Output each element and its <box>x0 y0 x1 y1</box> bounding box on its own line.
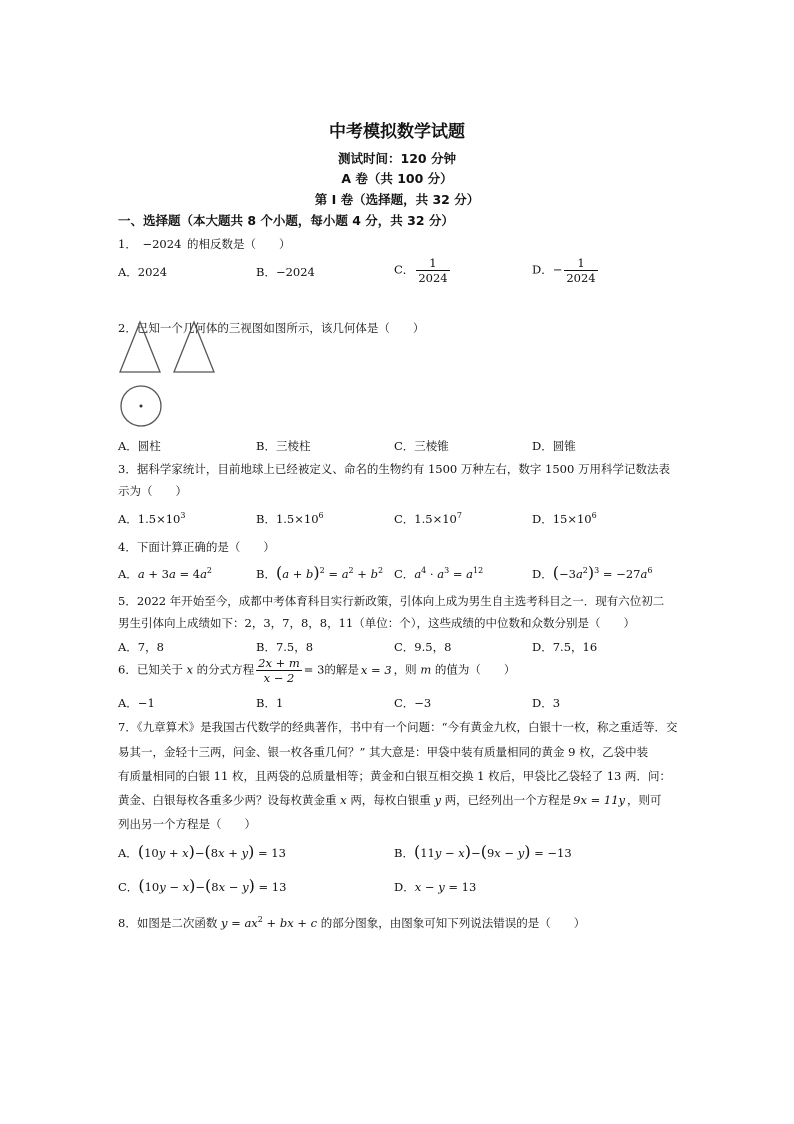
q3-line-1: 3．据科学家统计，目前地球上已经被定义、命名的生物约有 1500 万种左右，数字 1500 万用科学记数法表 <box>118 462 670 476</box>
q1-d-fraction <box>564 256 597 285</box>
q3-option-b[interactable] <box>256 511 324 527</box>
q8-post: 的部分图象，由图象可知下列说法错误的是（ ） <box>320 916 586 930</box>
q2-option-d[interactable]: D．圆锥 <box>532 439 576 453</box>
q1-text: 的相反数是（ ） <box>187 237 291 251</box>
q4-option-a[interactable]: A．$a + 3a = 4a^2$ <box>118 566 213 581</box>
question-4: 4．下面计算正确的是（ ） <box>118 540 275 554</box>
q7-option-a[interactable]: A．(10y + x)−(8x + y) = 13 <box>118 842 286 861</box>
q1-c-numerator: 1 <box>416 256 449 271</box>
q7-option-c[interactable]: C．(10y − x)−(8x − y) = 13 <box>118 876 287 895</box>
q3-a-exponent: 3 <box>180 511 186 521</box>
question-8: 8．如图是二次函数 $y = ax^2$ + bx + c 的部分图象，由图象可知下列说法错误的是（ ） <box>118 915 586 930</box>
q3-d-base: D．15×10 <box>532 512 592 526</box>
q7-line-3: 有质量相同的白银 11 枚，且两袋的总质量相等；黄金和白银互相交换 1 枚后，甲袋比乙袋轻了 13 两．问： <box>118 769 672 783</box>
q6-option-d[interactable]: D．3 <box>532 696 561 710</box>
q1-d-denominator: 2024 <box>566 271 596 285</box>
q1-c-fraction <box>416 256 449 285</box>
q7-c-label: C． <box>118 880 139 894</box>
q7-d-label: D． <box>394 880 415 894</box>
q5-line-2: 男生引体向上成绩如下：2，3，7，8，8，11（单位：个），这些成绩的中位数和众数分别是（ ） <box>118 616 635 630</box>
exam-time: 测试时间：120 分钟 <box>338 151 456 166</box>
q6-option-a[interactable]: A．−1 <box>118 696 155 710</box>
q7-b-label: B． <box>394 846 414 860</box>
q7-a-label: A． <box>118 846 138 860</box>
q1-option-a[interactable]: A．2024 <box>118 265 168 279</box>
q6-equals: = 3 <box>303 662 325 677</box>
q1-value: −2024 <box>142 237 182 251</box>
q4-a-label: A． <box>118 567 138 581</box>
q2-option-b[interactable]: B．三棱柱 <box>256 439 311 453</box>
q6-mid2: 的解是 <box>324 662 359 677</box>
q2-option-c[interactable]: C．三棱锥 <box>394 439 449 453</box>
side-view-triangle <box>174 322 214 372</box>
q7-line-2: 易其一，金轻十三两，问金、银一枚各重几何？” 其大意是：甲袋中装有质量相同的黄金 9 枚，乙袋中装 <box>118 745 649 759</box>
q5-line-1: 5．2022 年开始至今，成都中考体育科目实行新政策，引体向上成为男生自主选考科目之一．现有六位初二 <box>118 594 665 608</box>
three-view-figure <box>112 314 222 432</box>
q7-option-b[interactable]: B．(11y − x)−(9x − y) = −13 <box>394 842 572 861</box>
q7-line-5: 列出另一个方程是（ ） <box>118 817 256 831</box>
q7-line4-d: ，则可 <box>627 793 662 807</box>
paper-a-label: A 卷（共 100 分） <box>341 171 453 186</box>
q7-line4-c: 两，已经列出一个方程是 <box>444 793 572 807</box>
q3-b-base: B．1.5×10 <box>256 512 319 526</box>
q6-frac-denominator: x − 2 <box>263 671 295 685</box>
q7-option-d[interactable]: D．x − y = 13 <box>394 880 477 894</box>
q6-option-b[interactable]: B．1 <box>256 696 284 710</box>
q3-d-exponent: 6 <box>591 511 597 521</box>
q1-option-b[interactable]: B．−2024 <box>256 265 315 279</box>
q1-d-label: D．− <box>532 262 563 277</box>
top-view-center-dot <box>140 405 143 408</box>
q1-option-c[interactable] <box>394 256 452 285</box>
q7-line4-a: 黄金、白银每枚各重多少两？设每枚黄金重 <box>118 793 337 807</box>
q4-d-label: D． <box>532 567 553 581</box>
q4-option-c[interactable]: C．$a^4 \cdot a^3 = a^{12}$ <box>394 566 484 581</box>
q7-line4-b: 两，每枚白银重 <box>350 793 431 807</box>
q1-option-d[interactable] <box>532 256 600 285</box>
q1-d-numerator: 1 <box>564 256 597 271</box>
q4-c-label: C． <box>394 567 415 581</box>
exam-title: 中考模拟数学试题 <box>329 122 465 142</box>
q6-frac-numerator: 2x + m <box>258 656 300 670</box>
q3-option-d[interactable] <box>532 511 597 527</box>
q1-c-denominator: 2024 <box>418 271 448 285</box>
q3-line-2: 示为（ ） <box>118 484 187 498</box>
q4-option-d[interactable]: D．$(-3a^2)^3 = -27a^6$ <box>532 563 653 582</box>
q6-pre: 6．已知关于 <box>118 662 183 677</box>
q5-option-d[interactable]: D．7.5，16 <box>532 640 598 654</box>
part1-label: 第 I 卷（选择题，共 32 分） <box>314 192 480 207</box>
q6-post: 的值为（ ） <box>434 662 516 677</box>
q6-solution: x = 3 <box>360 662 392 677</box>
q8-pre: 8．如图是二次函数 <box>118 916 218 930</box>
question-6: 6．已知关于 x 的分式方程 $\frac{2x + m}{x - 2}$ = 3的解是 x = 3 ，则 m 的值为（ ） <box>118 656 516 685</box>
section-heading: 一、选择题（本大题共 8 个小题，每小题 4 分，共 32 分） <box>118 213 454 228</box>
q5-option-a[interactable]: A．7，8 <box>118 640 164 654</box>
q2-option-a[interactable]: A．圆柱 <box>118 439 161 453</box>
question-1 <box>118 236 291 252</box>
q3-c-base: C．1.5×10 <box>394 512 457 526</box>
q6-mid1: 的分式方程 <box>196 662 255 677</box>
q5-option-b[interactable]: B．7.5，8 <box>256 640 314 654</box>
q1-c-label: C． <box>394 262 415 277</box>
q7-equation: 9x = 11y <box>573 793 626 807</box>
q3-option-c[interactable] <box>394 511 462 527</box>
q3-a-base: A．1.5×10 <box>118 512 181 526</box>
q6-fraction <box>256 656 302 685</box>
q1-number: 1． <box>118 237 137 251</box>
question-2: 2．已知一个几何体的三视图如图所示，该几何体是（ ） <box>118 321 425 335</box>
q6-option-c[interactable]: C．−3 <box>394 696 432 710</box>
q3-option-a[interactable] <box>118 511 185 527</box>
q4-option-b[interactable]: B．$(a + b)^2 = a^2 + b^2$ <box>256 563 384 582</box>
q3-c-exponent: 7 <box>456 511 462 521</box>
q4-b-label: B． <box>256 567 276 581</box>
q5-option-c[interactable]: C．9.5，8 <box>394 640 452 654</box>
q3-b-exponent: 6 <box>318 511 324 521</box>
front-view-triangle <box>120 322 160 372</box>
q7-line-1: 7．《九章算术》是我国古代数学的经典著作，书中有一个问题：“今有黄金九枚，白银十一枚，称之重适等．交 <box>118 720 678 734</box>
q6-mid3: ，则 <box>393 662 417 677</box>
q7-line-4: 黄金、白银每枚各重多少两？设每枚黄金重 x 两，每枚白银重 y 两，已经列出一个方程是 9x = 11y ，则可 <box>118 793 662 807</box>
